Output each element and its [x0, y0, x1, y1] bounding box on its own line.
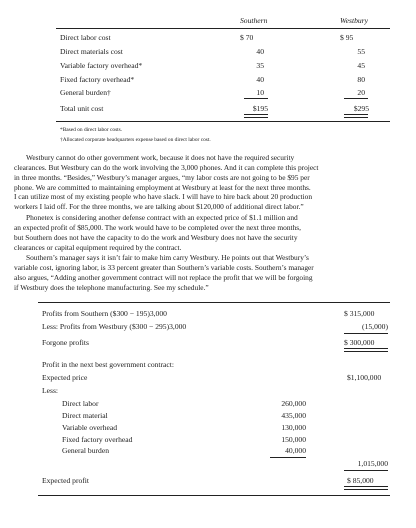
westbury-value: $ 95 — [340, 33, 354, 42]
schedule-label: Forgone profits — [42, 338, 89, 347]
total-label: Total unit cost — [60, 104, 104, 113]
table-bottom-rule — [56, 121, 390, 122]
row-label: General burden† — [60, 88, 111, 97]
schedule-label: Less: Profits from Westbury ($300 − 295)3,000 — [42, 322, 187, 331]
cost-value: 150,000 — [281, 435, 306, 444]
header-rule — [56, 28, 390, 29]
text-line: if Westbury does the telephone manufacturing. See my schedule.” — [14, 282, 209, 292]
text-line: workers I laid off. For the three months, we are talking about $120,000 of additional direct labor.” — [14, 202, 304, 212]
cost-label: Variable overhead — [62, 423, 118, 432]
text-line: phone. We are committed to maintaining employment at Westbury at least for the next three months. — [14, 182, 311, 192]
schedule-value: (15,000) — [362, 322, 388, 331]
cost-label: General burden — [62, 446, 110, 455]
schedule-rule — [344, 470, 388, 471]
row-label: Direct labor cost — [60, 33, 111, 42]
costs-total-value: 1,015,000 — [357, 459, 388, 468]
subtotal-rule-westbury — [344, 98, 368, 99]
schedule-double-rule — [344, 486, 388, 490]
text-line: in three months. “Besides,” Westbury’s manager argues, “my labor costs are not going to be $95 per — [14, 172, 310, 182]
footnote: †Allocated corporate headquarters expense based on direct labor cost. — [60, 137, 211, 143]
text-line: Phonetex is considering another defense contract with an expected price of $1.1 million and — [26, 213, 298, 222]
cost-value: 130,000 — [281, 423, 306, 432]
column-header-southern: Southern — [240, 16, 268, 25]
cost-label: Fixed factory overhead — [62, 435, 133, 444]
cost-value: 40,000 — [285, 446, 306, 455]
paragraph-southern-manager — [14, 253, 416, 292]
row-label: Variable factory overhead* — [60, 61, 143, 70]
southern-total: $195 — [252, 104, 268, 113]
row-label: Direct materials cost — [60, 47, 123, 56]
schedule-label: Profit in the next best government contract: — [42, 360, 175, 369]
column-header-westbury: Westbury — [340, 16, 368, 25]
westbury-total: $295 — [353, 104, 369, 113]
schedule-value: $ 315,000 — [344, 309, 375, 318]
schedule-label: Expected profit — [42, 476, 90, 485]
text-line: clearances. But Westbury can do the work involving the 3,000 phones. And it can complete this project — [14, 162, 319, 172]
text-line: but Southern does not have the capacity to do the work and Westbury does not have the security — [14, 232, 298, 242]
schedule-value: $ 300,000 — [344, 338, 375, 347]
text-line: an expected profit of $85,000. The work would have to be completed over the next three months, — [14, 222, 301, 232]
cost-label: Direct labor — [62, 399, 99, 408]
row-label: Fixed factory overhead* — [60, 75, 135, 84]
text-line: clearances or capital equipment required by the contract. — [14, 242, 182, 252]
schedule-top-rule — [38, 302, 390, 303]
total-double-rule-westbury — [344, 114, 368, 118]
westbury-value: 80 — [357, 75, 365, 84]
text-line: I can utilize most of my existing people who have slack. I will have to hire back about 20 production — [14, 192, 313, 202]
paragraph-phonetex — [14, 213, 416, 252]
southern-value: 35 — [256, 61, 264, 70]
text-line: Southern’s manager says it isn’t fair to make him carry Westbury. He points out that Westbury’s — [26, 253, 309, 262]
schedule-label: Less: — [42, 386, 59, 395]
schedule-value: $1,100,000 — [347, 373, 382, 382]
southern-value: 10 — [256, 88, 264, 97]
westbury-value: 45 — [357, 61, 365, 70]
cost-label: Direct material — [62, 411, 108, 420]
text-line: also argues, “Adding another government contract will not replace the profit that we will be forgoing — [14, 272, 313, 282]
schedule-value: $ 85,000 — [347, 476, 374, 485]
schedule-bottom-rule — [38, 495, 390, 496]
southern-value: 40 — [256, 47, 264, 56]
westbury-value: 20 — [357, 88, 365, 97]
text-line: variable cost, ignoring labor, is 33 percent greater than Southern’s variable costs. Southern’s manager — [14, 262, 314, 272]
cost-value: 435,000 — [281, 411, 306, 420]
paragraph-westbury — [14, 153, 416, 212]
schedule-label: Expected price — [42, 373, 88, 382]
costs-subtotal-rule — [270, 457, 306, 458]
footnote: *Based on direct labor costs. — [60, 127, 123, 133]
southern-value: 40 — [256, 75, 264, 84]
southern-value: $ 70 — [240, 33, 254, 42]
text-line: Westbury cannot do other government work, because it does not have the required security — [26, 153, 295, 162]
subtotal-rule-southern — [244, 98, 268, 99]
schedule-label: Profits from Southern ($300 − 195)3,000 — [42, 309, 167, 318]
westbury-value: 55 — [357, 47, 365, 56]
cost-value: 260,000 — [281, 399, 306, 408]
schedule-double-rule — [344, 348, 388, 352]
schedule-rule — [344, 333, 388, 334]
total-double-rule-southern — [244, 114, 268, 118]
